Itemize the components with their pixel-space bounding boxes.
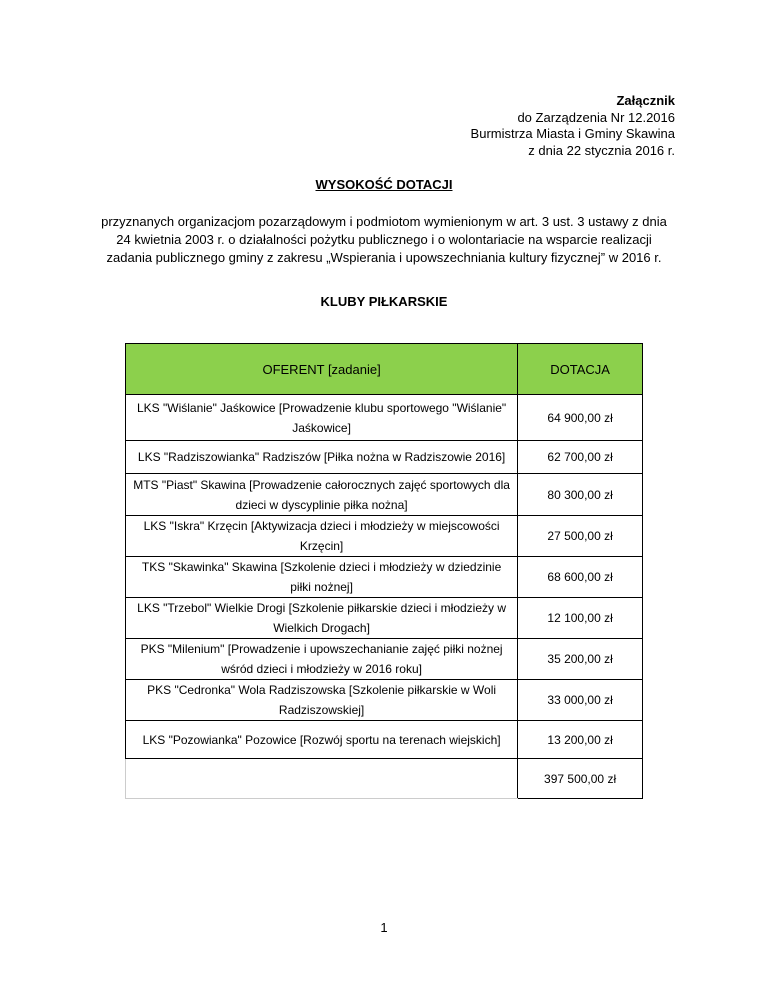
intro-line-2: 24 kwietnia 2003 r. o działalności pożytku publicznego i o wolontariacie na wsparcie realizacji: [116, 232, 652, 247]
table-header-row: [126, 344, 643, 395]
intro-line-1: przyznanych organizacjom pozarządowym i podmiotom wymienionym w art. 3 ust. 3 ustawy z dnia: [101, 214, 667, 229]
table-row: [126, 598, 643, 639]
bidder-cell: TKS "Skawinka" Skawina [Szkolenie dzieci i młodzieży w dziedzinie piłki nożnej]: [126, 557, 518, 598]
table-row: [126, 721, 643, 759]
grant-cell: 33 000,00 zł: [518, 680, 643, 721]
total-amount-cell: 397 500,00 zł: [518, 759, 643, 799]
intro-paragraph: [100, 213, 668, 267]
table-row: [126, 516, 643, 557]
bidder-cell: LKS "Iskra" Krzęcin [Aktywizacja dzieci i młodzieży w miejscowości Krzęcin]: [126, 516, 518, 557]
attachment-label: Załącznik: [616, 93, 675, 108]
grants-table: [125, 343, 643, 799]
grant-cell: 27 500,00 zł: [518, 516, 643, 557]
issuing-authority: Burmistrza Miasta i Gminy Skawina: [470, 126, 675, 141]
page-number: 1: [380, 920, 388, 935]
attachment-header: [471, 93, 675, 159]
bidder-cell: LKS "Wiślanie" Jaśkowice [Prowadzenie klubu sportowego "Wiślanie" Jaśkowice]: [126, 395, 518, 441]
table-row: [126, 441, 643, 474]
grant-cell: 64 900,00 zł: [518, 395, 643, 441]
intro-line-3: zadania publicznego gminy z zakresu „Wspierania i upowszechniania kultury fizycznej” w 2016 r.: [106, 250, 662, 265]
ordinance-number: do Zarządzenia Nr 12.2016: [517, 109, 675, 125]
table-row: [126, 474, 643, 516]
grant-cell: 35 200,00 zł: [518, 639, 643, 680]
bidder-cell: LKS "Radziszowianka" Radziszów [Piłka nożna w Radziszowie 2016]: [126, 441, 518, 474]
grant-cell: 62 700,00 zł: [518, 441, 643, 474]
grant-cell: 13 200,00 zł: [518, 721, 643, 759]
ordinance-date: z dnia 22 stycznia 2016 r.: [528, 142, 675, 158]
bidder-cell: LKS "Pozowianka" Pozowice [Rozwój sportu na terenach wiejskich]: [126, 721, 518, 759]
column-header-bidder: OFERENT [zadanie]: [126, 344, 518, 395]
bidder-cell: LKS "Trzebol" Wielkie Drogi [Szkolenie piłkarskie dzieci i młodzieży w Wielkich Drogach]: [126, 598, 518, 639]
bidder-cell: PKS "Cedronka" Wola Radziszowska [Szkolenie piłkarskie w Woli Radziszowskiej]: [126, 680, 518, 721]
grant-cell: 80 300,00 zł: [518, 474, 643, 516]
table-row: [126, 395, 643, 441]
table-row: [126, 557, 643, 598]
grant-cell: 12 100,00 zł: [518, 598, 643, 639]
section-title: KLUBY PIŁKARSKIE: [320, 294, 448, 309]
bidder-cell: PKS "Milenium" [Prowadzenie i upowszechanianie zajęć piłki nożnej wśród dzieci i młodzieży w 2016 roku]: [126, 639, 518, 680]
column-header-grant: DOTACJA: [518, 344, 643, 395]
bidder-cell: MTS "Piast" Skawina [Prowadzenie całorocznych zajęć sportowych dla dzieci w dyscyplinie piłka nożna]: [126, 474, 518, 516]
document-title: WYSOKOŚĆ DOTACJI: [315, 177, 453, 192]
grant-cell: 68 600,00 zł: [518, 557, 643, 598]
table-row: [126, 680, 643, 721]
table-row: [126, 639, 643, 680]
total-label-cell: [126, 759, 518, 799]
total-row: [126, 759, 643, 799]
